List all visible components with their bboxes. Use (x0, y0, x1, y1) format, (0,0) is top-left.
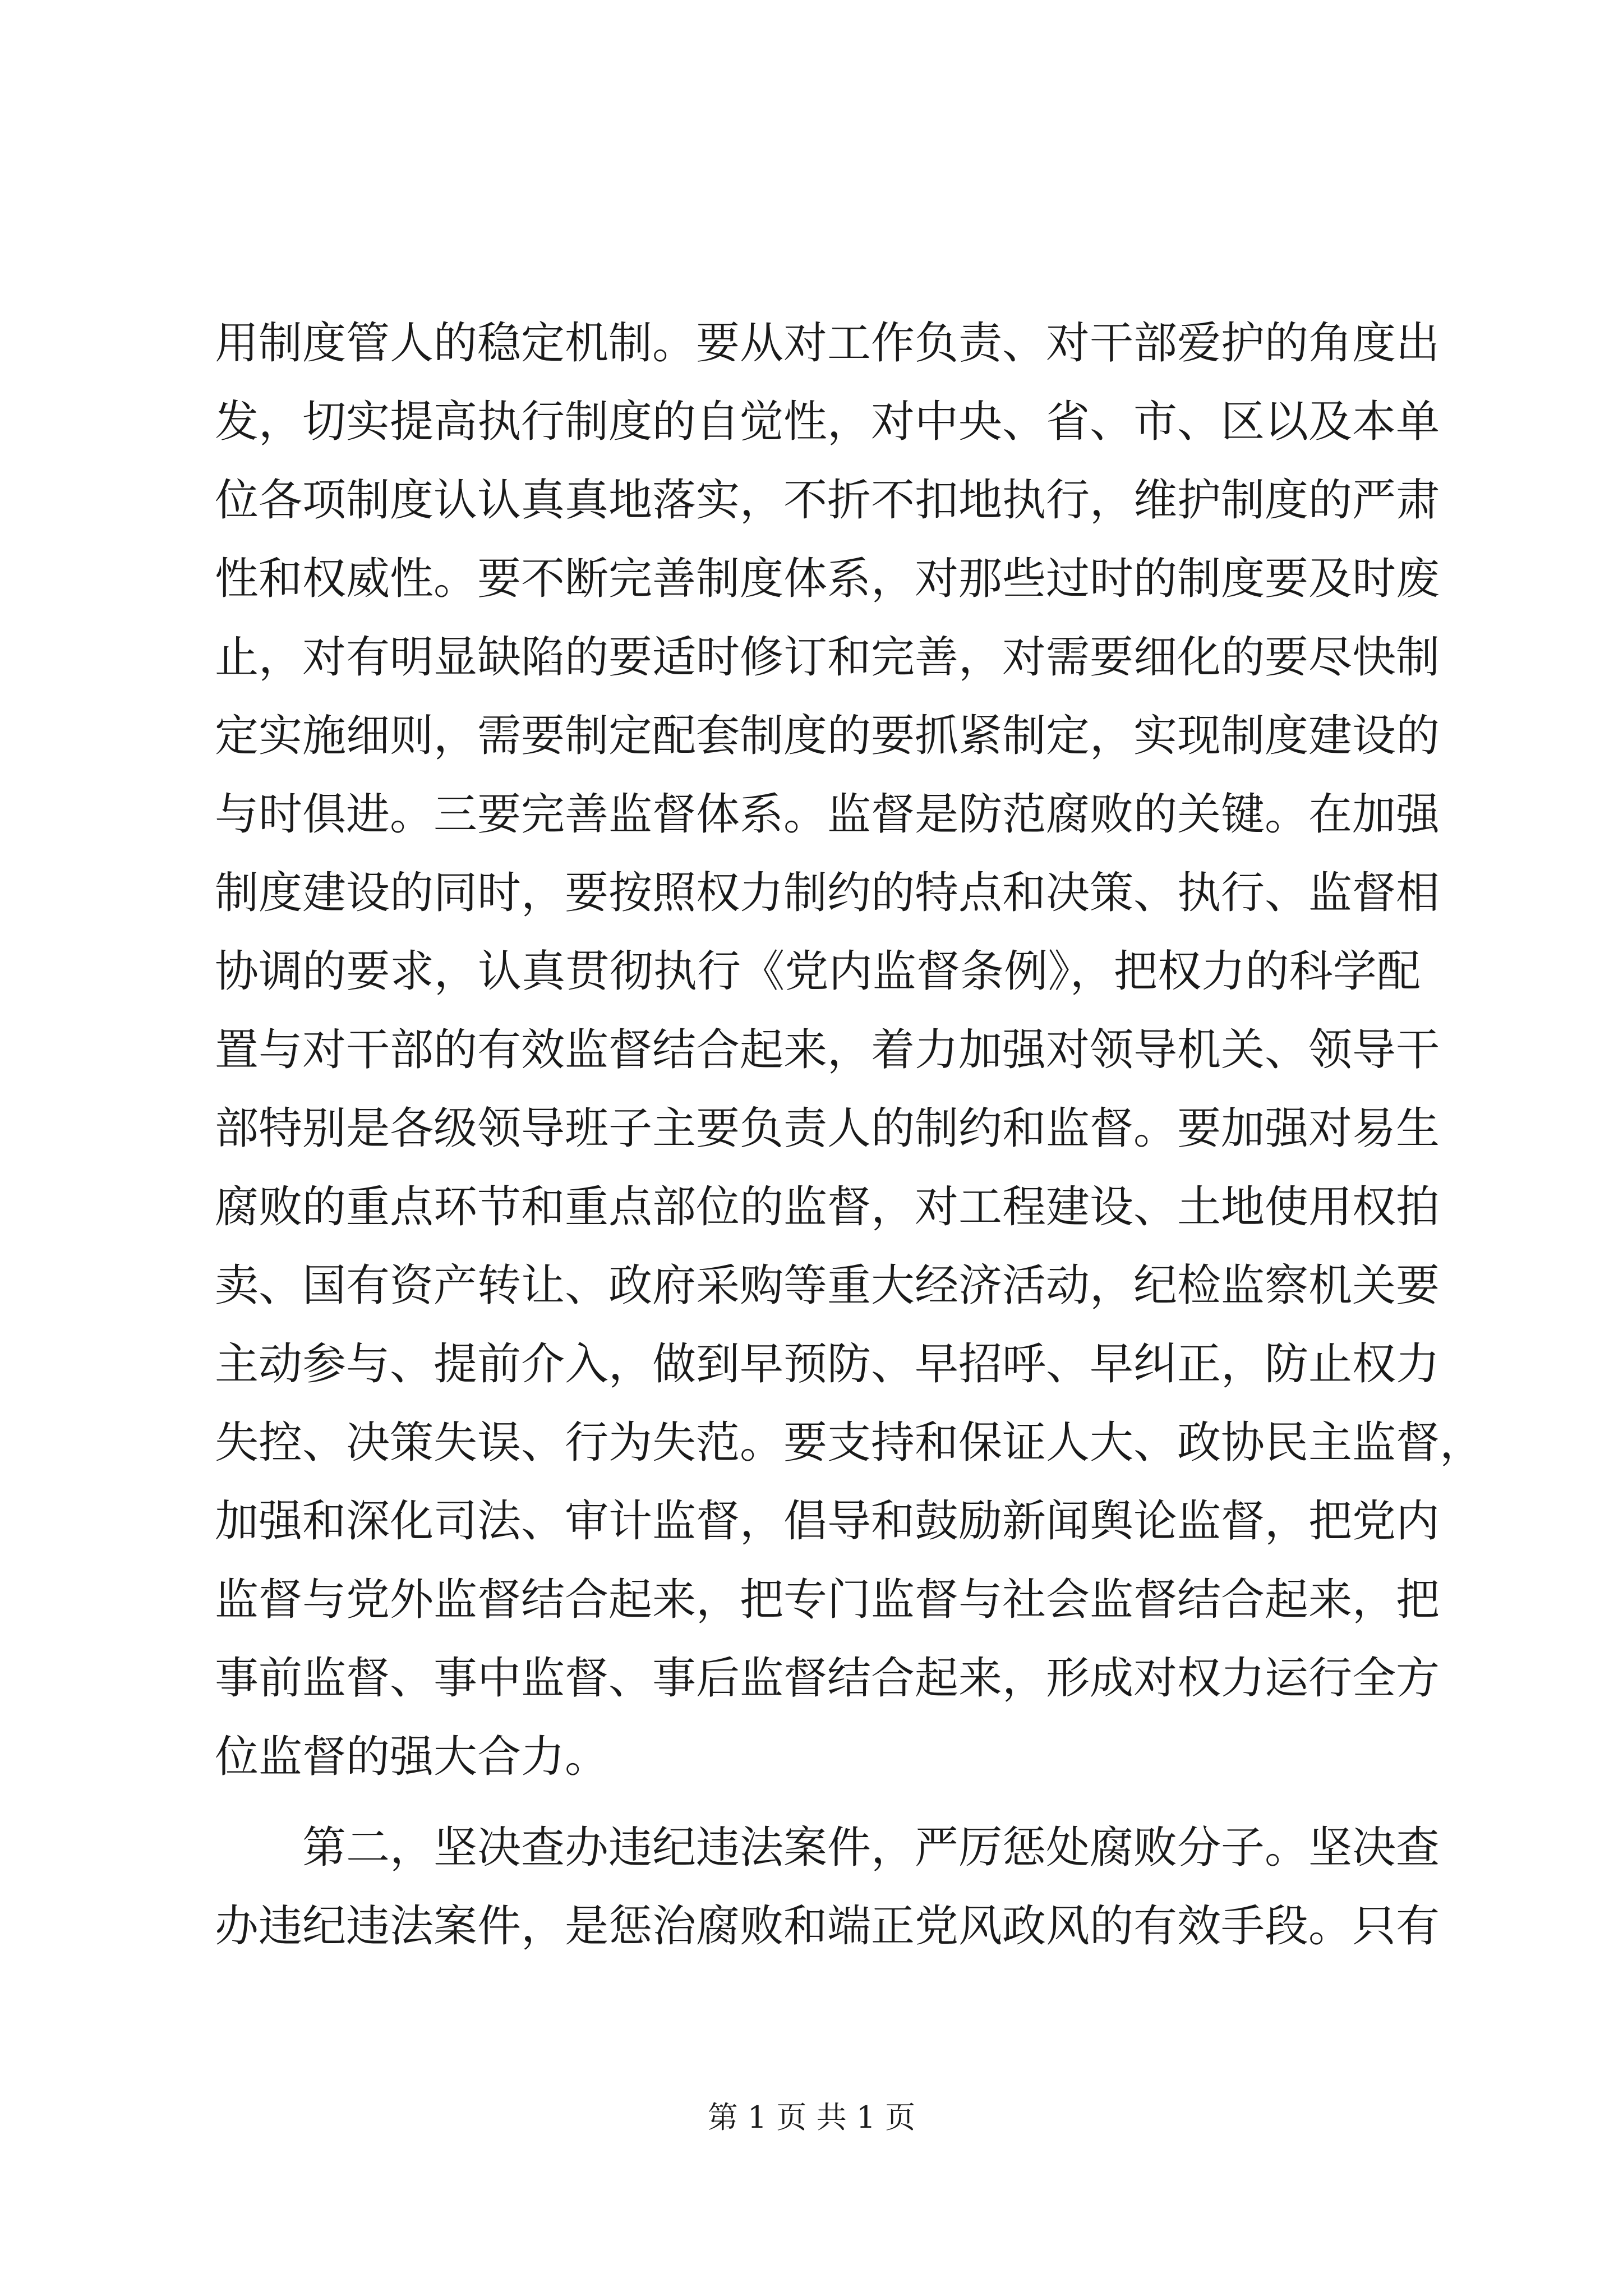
text-line: 第二，坚决查办违纪违法案件，严厉惩处腐败分子。坚决查 (302, 1823, 1440, 1873)
text-line: 失控、决策失误、行为失范。要支持和保证人大、政协民主监督， (215, 1418, 1484, 1468)
text-line: 加强和深化司法、审计监督，倡导和鼓励新闻舆论监督，把党内 (215, 1496, 1440, 1547)
text-line: 位各项制度认认真真地落实，不折不扣地执行，维护制度的严肃 (215, 475, 1440, 526)
text-line: 用制度管人的稳定机制。要从对工作负责、对干部爱护的角度出 (215, 318, 1440, 369)
text-line: 止，对有明显缺陷的要适时修订和完善，对需要细化的要尽快制 (215, 632, 1440, 683)
text-line: 部特别是各级领导班子主要负责人的制约和监督。要加强对易生 (215, 1103, 1440, 1154)
text-line: 监督与党外监督结合起来，把专门监督与社会监督结合起来，把 (215, 1575, 1440, 1625)
text-line: 与时俱进。三要完善监督体系。监督是防范腐败的关键。在加强 (215, 789, 1440, 840)
text-line: 事前监督、事中监督、事后监督结合起来，形成对权力运行全方 (215, 1653, 1440, 1704)
page-footer: 第 1 页 共 1 页 (707, 2100, 916, 2135)
body-text (215, 304, 1484, 1966)
text-line: 性和权威性。要不断完善制度体系，对那些过时的制度要及时废 (215, 554, 1440, 604)
paragraph-2 (215, 1809, 1440, 1966)
text-line: 主动参与、提前介入，做到早预防、早招呼、早纠正，防止权力 (215, 1339, 1440, 1389)
text-line: 发，切实提高执行制度的自觉性，对中央、省、市、区以及本单 (215, 397, 1440, 447)
text-line: 定实施细则，需要制定配套制度的要抓紧制定，实现制度建设的 (215, 711, 1440, 761)
text-line: 置与对干部的有效监督结合起来，着力加强对领导机关、领导干 (215, 1025, 1440, 1075)
text-line: 腐败的重点环节和重点部位的监督，对工程建设、土地使用权拍 (215, 1182, 1440, 1232)
text-line: 位监督的强大合力。 (215, 1732, 609, 1782)
text-line: 卖、国有资产转让、政府采购等重大经济活动，纪检监察机关要 (215, 1260, 1440, 1311)
text-line: 协调的要求，认真贯彻执行《党内监督条例》，把权力的科学配 (215, 946, 1421, 997)
paragraph-gap (215, 1796, 1421, 1809)
paragraph-1 (215, 304, 1484, 1796)
text-line: 制度建设的同时，要按照权力制约的特点和决策、执行、监督相 (215, 868, 1440, 918)
text-line: 办违纪违法案件，是惩治腐败和端正党风政风的有效手段。只有 (215, 1901, 1440, 1952)
